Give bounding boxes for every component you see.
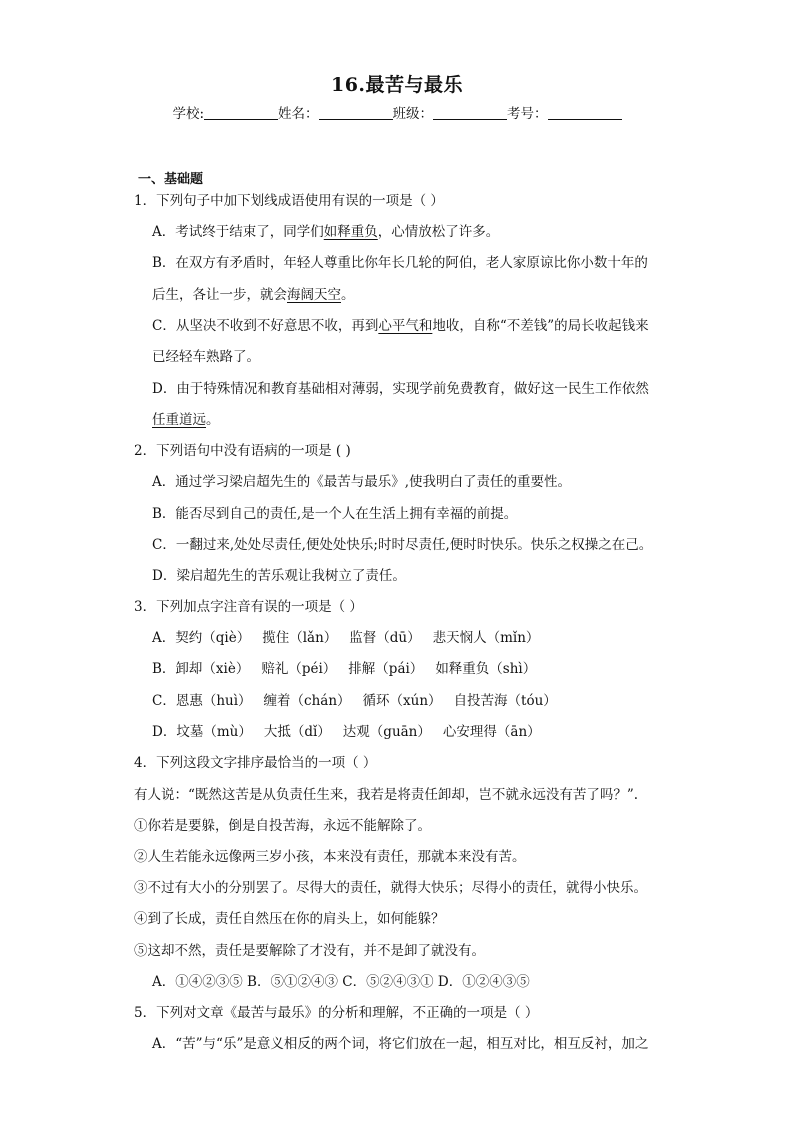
q3-d-item: 心安理得（ān） [442, 724, 541, 740]
q4-stem: 4．下列这段文字排序最恰当的一项（ ） [134, 755, 377, 771]
q5-stem: 5．下列对文章《最苦与最乐》的分析和理解，不正确的一项是（ ） [134, 1005, 539, 1021]
q1-option-c-line2: 已经轻车熟路了。 [152, 349, 260, 365]
q1-option-d-line2 [152, 411, 220, 429]
q1-a-underlined: 如释重负 [323, 224, 378, 240]
q5-option-a: A．“苦”与“乐”是意义相反的两个词，将它们放在一起，相互对比，相互反衬，加之 [152, 1036, 649, 1052]
name-blank[interactable] [319, 105, 393, 120]
exam-no-label: 考号： [507, 106, 548, 122]
q4-sentence-3: ③不过有大小的分别罢了。尽得大的责任，就得大快乐；尽得小的责任，就得小快乐。 [134, 880, 647, 896]
q1-d-underlined: 任重道远 [152, 412, 206, 428]
q3-d-item: 达观（guān） [342, 724, 431, 740]
class-blank[interactable] [433, 105, 507, 120]
q1-option-b-line1: B．在双方有矛盾时，年轻人尊重比你年长几轮的阿伯，老人家原谅比你小数十年的 [152, 255, 648, 271]
q3-b-item: 排解（pái） [348, 661, 424, 677]
q3-c-item: C．恩惠（huì） [152, 693, 252, 709]
q4-sentence-2: ②人生若能永远像两三岁小孩，本来没有责任，那就本来没有苦。 [134, 849, 526, 865]
q1-a-text-end: ，心情放松了许多。 [377, 224, 500, 240]
q3-option-a [152, 629, 539, 647]
q1-c-underlined: 心平气和 [378, 318, 433, 334]
q3-c-item: 循环（xún） [362, 693, 442, 709]
q3-a-item: 揽住（lǎn） [262, 630, 338, 646]
q1-option-b-line2 [152, 286, 355, 304]
q3-a-item: A．契约（qiè） [152, 630, 251, 646]
section-heading: 一、基础题 [138, 172, 204, 187]
q4-sentence-4: ④到了长成，责任自然压在你的肩头上，如何能躲？ [134, 911, 445, 927]
q3-stem: 3．下列加点字注音有误的一项是（ ） [134, 599, 363, 615]
q3-option-d [152, 723, 541, 741]
school-blank[interactable] [204, 105, 278, 120]
q1-b-text-end: 。 [341, 287, 355, 303]
q3-a-item: 监督（dū） [349, 630, 421, 646]
exam-no-blank[interactable] [548, 105, 622, 120]
q3-a-item: 悲天悯人（mǐn） [432, 630, 540, 646]
q1-b-text: 后生，各让一步，就会 [152, 287, 287, 303]
q4-sentence-5: ⑤这却不然，责任是要解除了才没有，并不是卸了就没有。 [134, 943, 485, 959]
q1-stem: 1．下列句子中加下划线成语使用有误的一项是（ ） [134, 193, 444, 209]
page-title: 16.最苦与最乐 [330, 74, 464, 96]
q1-a-text: A．考试终于结束了，同学们 [152, 224, 324, 240]
q4-sentence-1: ①你若是要躲，倒是自投苦海，永远不能解除了。 [134, 818, 431, 834]
name-label: 姓名： [278, 106, 319, 122]
q4-intro: 有人说：“既然这苦是从负责任生来，我若是将责任卸却，岂不就永远没有苦了吗？”. [134, 787, 639, 803]
q3-d-item: D．坟墓（mù） [152, 724, 252, 740]
q3-d-item: 大抵（dǐ） [263, 724, 331, 740]
q2-option-c: C．一翻过来,处处尽责任,便处处快乐;时时尽责任,便时时快乐。快乐之权操之在己。 [152, 537, 653, 553]
q2-stem: 2．下列语句中没有语病的一项是 ( ) [134, 443, 351, 459]
q3-b-item: B．卸却（xiè） [152, 661, 250, 677]
student-info-row [0, 102, 794, 122]
q1-d-text-end: 。 [206, 412, 220, 428]
q1-c-text: C．从坚决不收到不好意思不收，再到 [152, 318, 379, 334]
q3-c-item: 缠着（chán） [263, 693, 351, 709]
q2-option-b: B．能否尽到自己的责任,是一个人在生活上拥有幸福的前提。 [152, 506, 518, 522]
q1-option-c-line1 [152, 317, 649, 335]
q1-option-d-line1: D．由于特殊情况和教育基础相对薄弱，实现学前免费教育，做好这一民生工作依然 [152, 381, 649, 397]
q3-option-b [152, 660, 536, 678]
q4-options: A．①④②③⑤ B．⑤①②④③ C．⑤②④③① D．①②④③⑤ [152, 974, 530, 990]
q1-option-a [152, 223, 499, 241]
q3-b-item: 如释重负（shì） [435, 661, 537, 677]
q3-b-item: 赔礼（péi） [261, 661, 337, 677]
q2-option-a: A．通过学习梁启超先生的《最苦与最乐》,使我明白了责任的重要性。 [152, 474, 572, 490]
q3-c-item: 自投苦海（tóu） [453, 693, 557, 709]
q3-option-c [152, 692, 557, 710]
q1-c-text-end: 地收，自称“不差钱”的局长收起钱来 [432, 318, 649, 334]
q2-option-d: D．梁启超先生的苦乐观让我树立了责任。 [152, 568, 406, 584]
q1-b-underlined: 海阔天空 [287, 287, 341, 303]
school-label: 学校: [172, 106, 205, 122]
class-label: 班级： [392, 106, 434, 122]
